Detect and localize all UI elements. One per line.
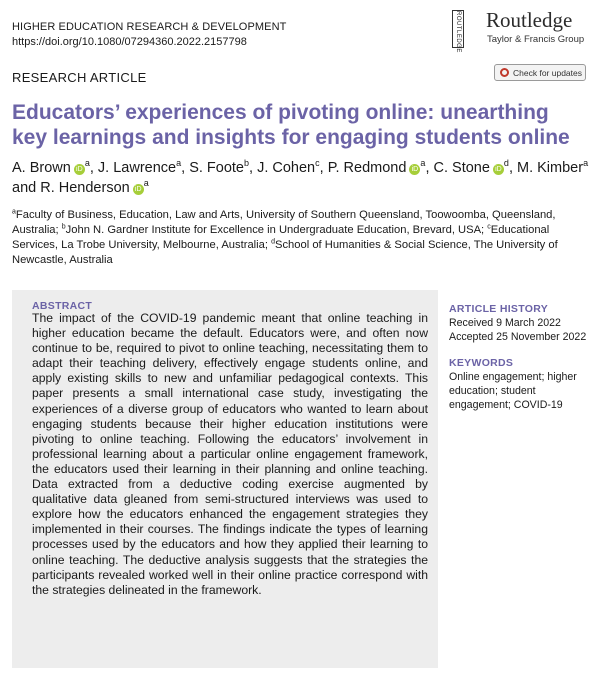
check-for-updates-button[interactable] bbox=[494, 64, 586, 81]
journal-header bbox=[12, 20, 286, 50]
author-name[interactable]: A. Brown bbox=[12, 160, 71, 176]
author-name[interactable]: P. Redmond bbox=[327, 160, 407, 176]
author-affiliation-mark[interactable]: a bbox=[176, 158, 182, 169]
affiliation-text: Faculty of Business, Education, Law and Arts, University of Southern Queensland, Toowoomba, Queensland, Australia; bbox=[12, 209, 556, 236]
article-title: Educators’ experiences of pivoting online: unearthing key learnings and insights for engaging students online bbox=[12, 101, 570, 149]
journal-name: HIGHER EDUCATION RESEARCH & DEVELOPMENT bbox=[12, 21, 287, 33]
check-for-updates-label: Check for updates bbox=[513, 68, 582, 78]
affiliation-mark: b bbox=[61, 223, 66, 231]
article-type: RESEARCH ARTICLE bbox=[12, 70, 147, 85]
article-history-heading: ARTICLE HISTORY bbox=[449, 303, 549, 315]
author-name[interactable]: J. Cohen bbox=[257, 160, 316, 176]
author-name[interactable]: C. Stone bbox=[433, 160, 490, 176]
keywords-heading: KEYWORDS bbox=[449, 357, 514, 369]
author-name[interactable]: R. Henderson bbox=[40, 180, 130, 196]
abstract-heading: ABSTRACT bbox=[32, 300, 93, 312]
orcid-icon[interactable]: iD bbox=[133, 184, 144, 195]
update-icon bbox=[500, 68, 509, 77]
keywords-text: Online engagement; higher education; student engagement; COVID-19 bbox=[449, 371, 577, 411]
author-affiliation-mark[interactable]: a bbox=[143, 178, 149, 189]
author-affiliation-mark[interactable]: a bbox=[420, 158, 426, 169]
article-history bbox=[449, 302, 594, 344]
affiliation-mark: d bbox=[271, 238, 275, 246]
affiliation-text: Educational Services, La Trobe University, Melbourne, Australia; bbox=[12, 224, 550, 251]
author-affiliation-mark[interactable]: c bbox=[315, 158, 320, 169]
author-list: A. Brown $iD^a$, J. Lawrence$^a$, S. Foote$^b$, J. Cohen$^c$, P. Redmond $iD^a$, C. Stone $iD^d$, M. Kimber$^a$ and R. Henderson $iD^a$ bbox=[12, 158, 589, 196]
affiliations bbox=[12, 208, 592, 268]
author-affiliation-mark[interactable]: a bbox=[583, 158, 589, 169]
author-affiliation-mark[interactable]: d bbox=[503, 158, 509, 169]
publisher-logo bbox=[452, 8, 592, 53]
affiliation-mark: a bbox=[12, 208, 16, 216]
publisher-brand: Routledge bbox=[486, 8, 573, 32]
publisher-vertical-mark: ROUTLEDGE bbox=[452, 10, 464, 48]
author-name[interactable]: J. Lawrence bbox=[97, 160, 177, 176]
publisher-tagline: Taylor & Francis Group bbox=[487, 34, 585, 45]
keywords-section bbox=[449, 356, 594, 412]
author-name[interactable]: M. Kimber bbox=[517, 160, 584, 176]
affiliation-text: School of Humanities & Social Science, The University of Newcastle, Australia bbox=[12, 239, 558, 266]
abstract-box bbox=[12, 290, 438, 668]
orcid-icon[interactable]: iD bbox=[493, 164, 504, 175]
affiliation-mark: c bbox=[487, 223, 491, 231]
affiliation-text: John N. Gardner Institute for Excellence in Undergraduate Education, Brevard, USA; bbox=[65, 224, 488, 236]
received-date: Received 9 March 2022 bbox=[449, 317, 561, 329]
abstract-text: The impact of the COVID-19 pandemic meant that online teaching in higher education became the default. Educators were, and often now continue to be, required to pivot to online teaching, necessitating them to adapt their teaching delivery, effectively engage students online, and apply existing skills to new and unfamiliar pedagogical contexts. This paper presents a small international case study, investigating the experiences of a diverse group of educators who wanted to learn about engaging students because their higher education institutions were pivoting to online teaching. Following the educators’ involvement in professional learning about a particular online engagement framework, the educators used their learning in their planning and online teaching. Data extracted from a deductive coding exercise augmented by qualitative data gleaned from semi-structured interviews was used to explore how the educators enhanced the engagement strategies they implemented in their courses. The findings indicate the types of learning processes used by the educators and how they applied their learning to online teaching. The deductive analysis suggests that the strategies the participants revealed worked well in their online practice correspond with the strategies delineated in the framework. bbox=[32, 311, 428, 597]
author-affiliation-mark[interactable]: a bbox=[84, 158, 90, 169]
author-affiliation-mark[interactable]: b bbox=[244, 158, 250, 169]
orcid-icon[interactable]: iD bbox=[409, 164, 420, 175]
author-name[interactable]: S. Foote bbox=[189, 160, 244, 176]
orcid-icon[interactable]: iD bbox=[74, 164, 85, 175]
doi-link[interactable]: https://doi.org/10.1080/07294360.2022.2157798 bbox=[12, 36, 247, 48]
accepted-date: Accepted 25 November 2022 bbox=[449, 331, 587, 343]
